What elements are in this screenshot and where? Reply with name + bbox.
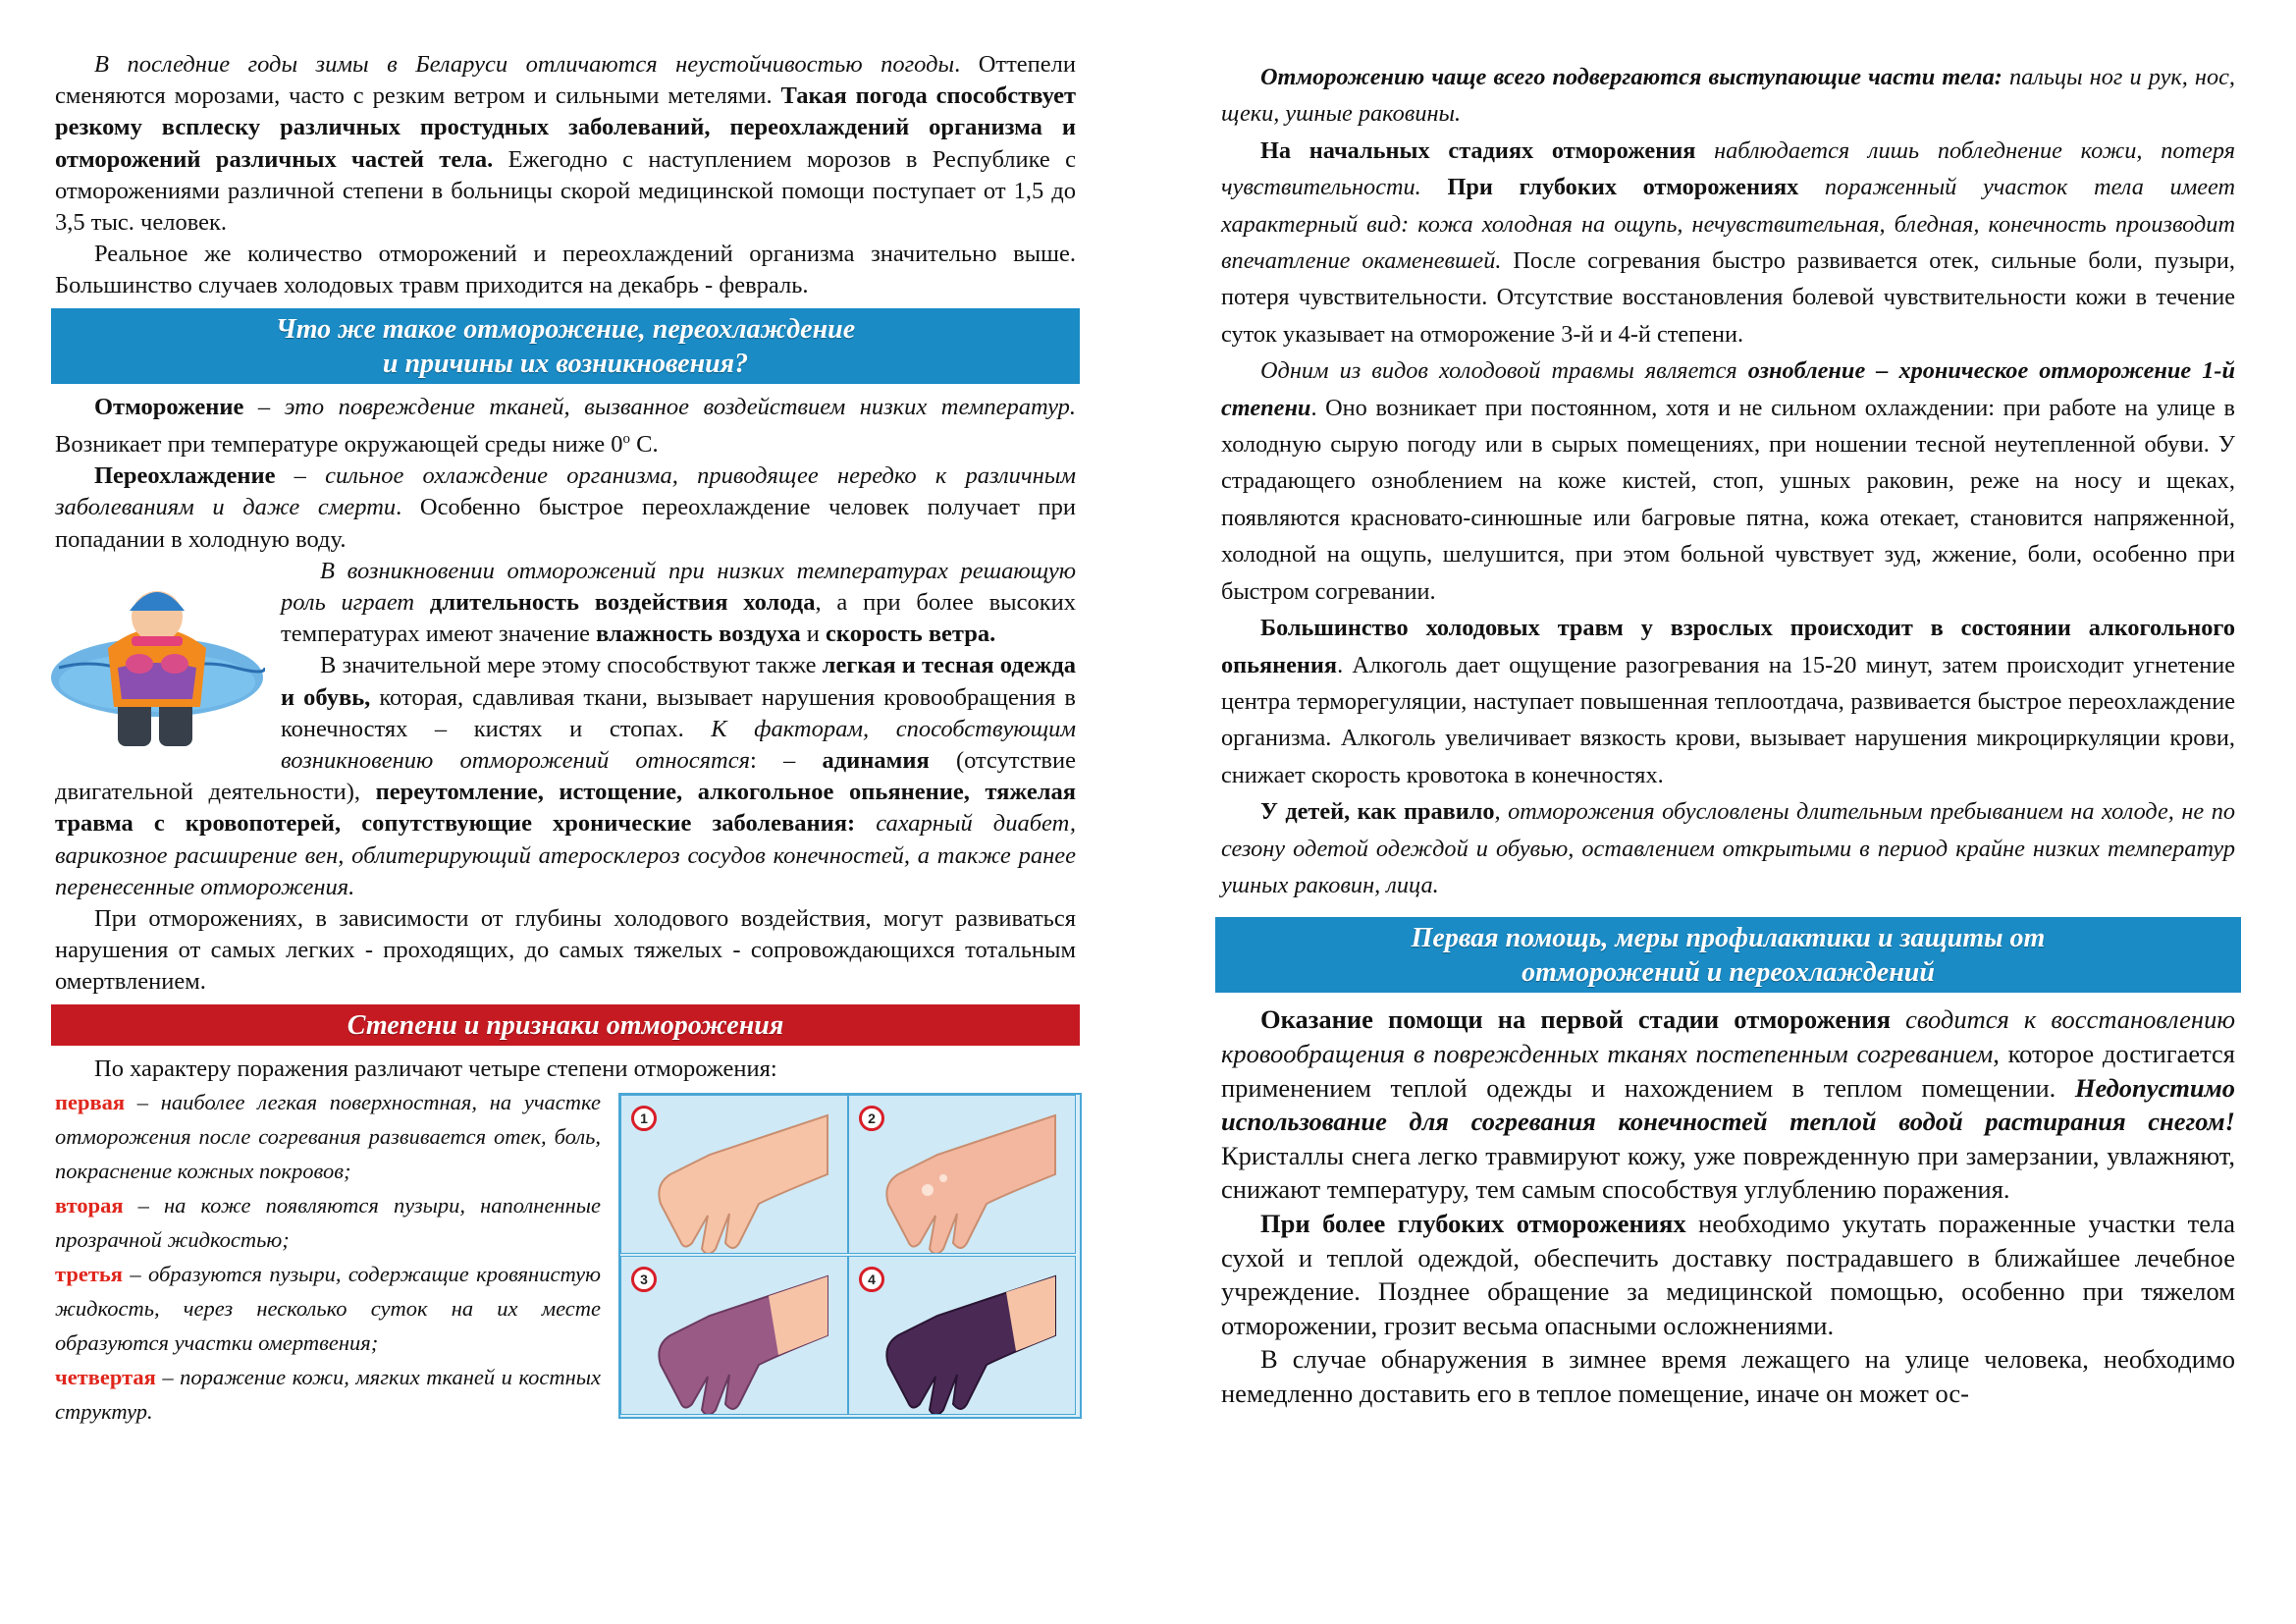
- hand-degree-3: 3: [620, 1256, 848, 1415]
- degree-second: вторая – на коже появляются пузыри, наполненные прозрачной жидкостью;: [55, 1192, 601, 1252]
- section-banner-definitions: Что же такое отморожение, переохлаждение и причины их возникновения?: [51, 308, 1080, 384]
- first-aid-block: [1221, 1002, 2235, 1410]
- first-aid-paragraph-1: Оказание помощи на первой стадии отморожения сводится к восстановлению кровообращения в поврежденных тканях постепенным согреванием, которое достигается применением теплой одежды и нахождением в теплом помещении. Недопустимо использование для согревания конечностей теплой водой растирания снегом! Кристаллы снега легко травмируют кожу, уже поврежденную при замерзании, увлажняют, снижают температуру, тем самым способствуя углублению поражения.: [1221, 1004, 2235, 1205]
- degree-third: третья – образуются пузыри, содержащие кровянистую жидкость, через несколько суток на их месте образуются участки омертвения;: [55, 1261, 601, 1355]
- first-aid-paragraph-3: В случае обнаружения в зимнее время лежащего на улице человека, необходимо немедленно доставить его в теплое помещение, иначе он может ос-: [1221, 1344, 2235, 1408]
- degrees-intro: По характеру поражения различают четыре степени отморожения:: [94, 1055, 777, 1082]
- degree-first: первая – наиболее легкая поверхностная, на участке отморожения после согревания развивается отек, боль, покраснение кожных покровов;: [55, 1089, 601, 1183]
- frostbite-degrees-figure: [618, 1093, 1082, 1419]
- children-paragraph: У детей, как правило, отморожения обусловлены длительным пребыванием на холоде, не по сезону одетой одеждой и обувью, оставлением открытыми в период крайне низких температур ушных раковин, лица.: [1221, 798, 2235, 898]
- hand-degree-1: 1: [620, 1095, 848, 1254]
- hand-degree-2: 2: [848, 1095, 1076, 1254]
- alcohol-paragraph: Большинство холодовых травм у взрослых происходит в состоянии алкогольного опьянения. Алкоголь дает ощущение разогревания на 15-20 минут, затем происходит угнетение центра терморегуляции, наступает повышенная теплоотдача, развивается быстрое переохлаждение организма. Алкоголь увеличивает вязкость крови, вызывает нарушения микроциркуляции крови, снижает скорость кровотока в конечностях.: [1221, 615, 2235, 788]
- cold-person-illustration: [49, 560, 265, 756]
- chilblain-paragraph: Одним из видов холодовой травмы является ознобление – хроническое отморожение 1-й степени. Оно возникает при постоянном, хотя и не сильном охлаждении: при работе на улице в холодную сырую погоду или в сырых помещениях, при ношении тесной неутепленной обуви. У страдающего ознoблением на коже кистей, стоп, ушных раковин, реже на носу и щеках, появляются красновато-синюшные или багровые пятна, кожа отекает, становится напряженной, холодной на ощупь, шелушится, при этом больной чувствует зуд, жжение, боли, особенно при быстром согревании.: [1221, 357, 2235, 605]
- first-aid-paragraph-2: При более глубоких отморожениях необходимо укутать пораженные участки тела сухой и теплой одеждой, обеспечить доставку пострадавшего в ближайшее лечебное учреждение. Позднее обращение за медицинской помощью, особенно при тяжелом отморожении, грозит весьма опасными осложнениями.: [1221, 1208, 2235, 1340]
- section-banner-degrees: Степени и признаки отморожения: [51, 1004, 1080, 1046]
- hand-degree-4: 4: [848, 1256, 1076, 1415]
- intro-paragraph-2: Реальное же количество отморожений и переохлаждений организма значительно выше. Большинство случаев холодовых травм приходится на декабрь - февраль.: [55, 241, 1076, 299]
- degrees-block: [55, 1085, 1076, 1429]
- clothing-factors-paragraph: В значительной мере этому способствуют также легкая и тесная одежда и обувь, которая, сдавливая ткани, вызывает нарушения кровообращения в конечностях – кистях и стопах. К факторам, способствующим возникновению отморожений относятся: – адинамия (отсутствие двигательной деятельности), переутомление, истощение, алкогольное опьянение, тяжелая травма с кровопотерей, сопутствующие хронические заболевания: сахарный диабет, варикозное расширение вен, облитерирующий атеросклероз сосудов конечностей, а также ранее перенесенные отморожения.: [55, 652, 1077, 900]
- stages-paragraph: На начальных стадиях отморожения наблюдается лишь побледнение кожи, потеря чувствительности. При глубоких отморожениях пораженный участок тела имеет характерный вид: кожа холодная на ощупь, нечувствительная, бледная, конечность производит впечатление окаменевшей. После согревания быстро развивается отек, сильные боли, пузыри, потеря чувствительности. Отсутствие восстановления болевой чувствительности кожи в течение суток указывает на отморожение 3-й и 4-й степени.: [1221, 136, 2236, 348]
- causes-block: [55, 556, 1076, 903]
- degree-fourth: четвертая – поражение кожи, мягких тканей и костных структур.: [55, 1364, 601, 1424]
- intro-paragraph-1: В последние годы зимы в Беларуси отличаются неустойчивостью погоды. Оттепели сменяются морозами, часто с резким ветром и сильными метелями. Такая погода способствует резкому всплеску различных простудных заболеваний, переохлаждений организма и отморожений различных частей тела. Ежегодно с наступлением морозов в Республике с отморожениями различной степени в больницы скорой медицинской помощи поступает от 1,5 до 3,5 тыс. человек.: [55, 51, 1076, 237]
- frostbite-definition: Отморожение – это повреждение тканей, вызванное воздействием низких температур. Возникает при температуре окружающей среды ниже $0^о$ С.: [55, 393, 1076, 458]
- hypothermia-definition: Переохлаждение – сильное охлаждение организма, приводящее нередко к различным заболеваниям и даже смерти. Особенно быстрое переохлаждение человек получает при попадании в холодную воду.: [55, 462, 1077, 553]
- exposed-parts-paragraph: Отморожению чаще всего подвергаются выступающие части тела: пальцы ног и рук, нос, щеки, ушные раковины.: [1221, 64, 2235, 128]
- cause-paragraph: В возникновении отморожений при низких температурах решающую роль играет длительность воздействия холода, а при более высоких температурах имеют значение влажность воздуха и скорость ветра.: [281, 557, 1076, 648]
- section-banner-first-aid: Первая помощь, меры профилактики и защиты от отморожений и переохлаждений: [1215, 917, 2241, 993]
- depth-paragraph: При отморожениях, в зависимости от глубины холодового воздействия, могут развиваться нарушения от самых легких - проходящих, до самых тяжелых - сопровождающихся тотальным омертвлением.: [55, 905, 1076, 996]
- right-column: [1221, 59, 2235, 1410]
- left-column: [55, 49, 1076, 1429]
